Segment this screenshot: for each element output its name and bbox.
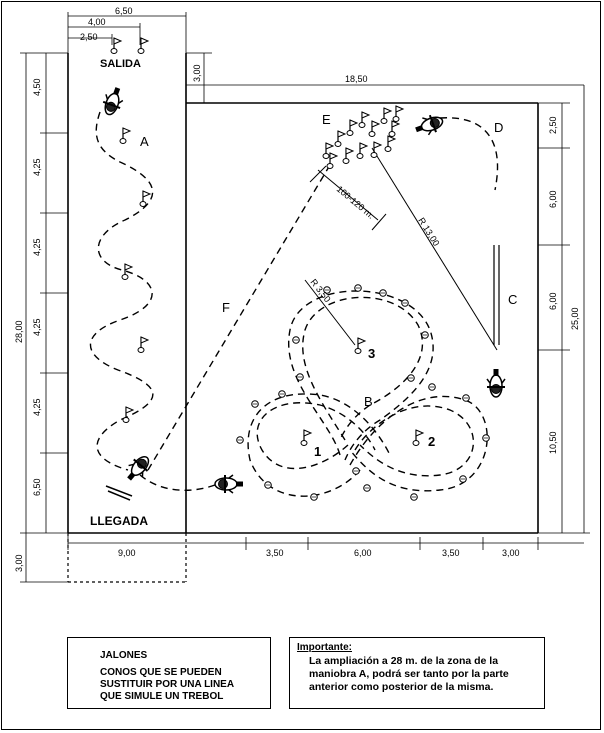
dim-left-total: 28,00 xyxy=(14,320,24,343)
flags xyxy=(111,38,423,446)
zone-2-label: 2 xyxy=(428,434,436,449)
legend-cone-line2: SUSTITUIR POR UNA LINEA xyxy=(100,679,235,690)
cone-icon xyxy=(402,300,409,307)
dim-right-3: 6,00 xyxy=(548,292,558,310)
rider-d-icon xyxy=(413,112,445,138)
cones xyxy=(237,285,490,501)
cone-icon xyxy=(380,290,387,297)
note-title: Importante: xyxy=(297,642,352,653)
flag-icon xyxy=(111,38,121,54)
route-paths xyxy=(90,112,497,496)
dim-bottom-4: 3,50 xyxy=(442,548,460,558)
radius-small-label: R 3,50 xyxy=(308,277,333,305)
flag-icon xyxy=(355,338,365,354)
cone-icon xyxy=(353,468,360,475)
path-d xyxy=(440,118,498,190)
zone-e-label: E xyxy=(322,112,331,127)
dim-right-top: 18,50 xyxy=(345,74,368,84)
cone-icon xyxy=(483,435,490,442)
radius-big-label: R 13,00 xyxy=(416,215,442,248)
dim-top-total: 6,50 xyxy=(115,6,133,16)
flag-icon xyxy=(413,430,423,446)
dim-offset: 3,00 xyxy=(192,64,202,82)
flag-icon xyxy=(138,38,148,54)
dim-bottom-1: 9,00 xyxy=(118,548,136,558)
range-label: 100-120 m. xyxy=(334,183,377,221)
flag-icon xyxy=(140,191,150,207)
legend-flag-label: JALONES xyxy=(100,650,148,661)
cone-icon xyxy=(265,482,272,489)
rider-start-icon xyxy=(100,85,126,117)
dim-right-1: 2,50 xyxy=(548,116,558,134)
dim-left-bottom: 3,00 xyxy=(14,554,24,572)
radius-lines xyxy=(305,148,497,350)
cone-icon xyxy=(355,285,362,292)
dim-top-mid: 4,00 xyxy=(88,17,106,27)
salida-label: SALIDA xyxy=(100,58,141,70)
zone-b-label: B xyxy=(364,394,373,409)
flag-icon xyxy=(138,337,148,353)
flag-icon xyxy=(389,121,399,137)
flag-icon xyxy=(385,136,395,152)
cone-icon xyxy=(252,401,259,408)
path-exit xyxy=(140,475,215,490)
cone-icon xyxy=(279,391,286,398)
zone-c-barrier xyxy=(494,245,499,345)
finish-marker xyxy=(106,486,132,500)
dim-bottom-5: 3,00 xyxy=(502,548,520,558)
dim-top-small: 2,50 xyxy=(80,32,98,42)
cone-icon xyxy=(293,337,300,344)
dim-right-2: 6,00 xyxy=(548,190,558,208)
cone-icon xyxy=(422,332,429,339)
flag-icon xyxy=(347,120,357,136)
dim-left-3: 4,25 xyxy=(32,238,42,256)
flag-icon xyxy=(369,121,379,137)
dim-right-4: 10,50 xyxy=(548,431,558,454)
flag-icon xyxy=(357,143,367,159)
cone-icon xyxy=(364,485,371,492)
zone-c-label: C xyxy=(508,292,518,307)
zone-1-label: 1 xyxy=(314,444,322,459)
cone-icon xyxy=(408,375,415,382)
flag-icon xyxy=(120,128,130,144)
flag-icon xyxy=(359,112,369,128)
dim-left-1: 4,50 xyxy=(32,78,42,96)
note-line1: La ampliación a 28 m. de la zona de la xyxy=(309,655,499,667)
cone-icon xyxy=(311,494,318,501)
cone-icon xyxy=(463,395,470,402)
cone-icon xyxy=(411,494,418,501)
cone-icon xyxy=(297,374,304,381)
slalom-path-a xyxy=(90,112,152,470)
dim-left-4: 4,25 xyxy=(32,318,42,336)
legend-cone-line3: QUE SIMULE UN TREBOL xyxy=(100,691,224,702)
dim-left-2: 4,25 xyxy=(32,158,42,176)
zone-d-label: D xyxy=(494,120,504,135)
rider-exit-icon xyxy=(215,475,243,493)
flag-icon xyxy=(343,148,353,164)
flag-icon xyxy=(335,131,345,147)
flag-icon xyxy=(123,407,133,423)
note-line2: maniobra A, podrá ser tanto por la parte xyxy=(309,668,509,680)
zone-f-label: F xyxy=(222,300,230,315)
legend-cone-line1: CONOS QUE SE PUEDEN xyxy=(100,667,222,678)
flag-icon xyxy=(301,430,311,446)
zone-a-label: A xyxy=(140,134,149,149)
cone-icon xyxy=(237,437,244,444)
zone-3-label: 3 xyxy=(368,346,376,361)
flag-icon xyxy=(381,108,391,124)
note-line3: anterior como posterior de la misma. xyxy=(309,681,494,693)
dim-left-5: 4,25 xyxy=(32,398,42,416)
llegada-label: LLEGADA xyxy=(90,514,148,528)
cone-icon xyxy=(460,476,467,483)
path-f xyxy=(148,165,333,470)
cone-icon xyxy=(429,384,436,391)
dim-left-6: 6,50 xyxy=(32,478,42,496)
dim-right-total: 25,00 xyxy=(570,307,580,330)
dim-bottom-3: 6,00 xyxy=(354,548,372,558)
flag-icon xyxy=(393,106,403,122)
dim-bottom-2: 3,50 xyxy=(266,548,284,558)
rider-c-icon xyxy=(487,369,505,397)
